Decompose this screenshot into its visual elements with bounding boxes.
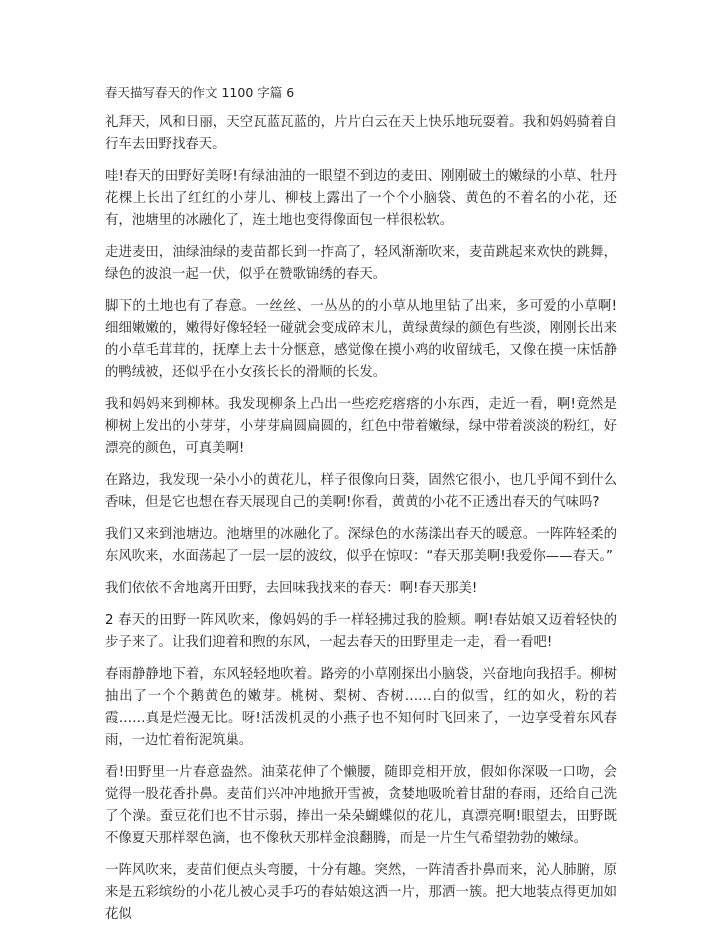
paragraph-1: 礼拜天，风和日丽，天空瓦蓝瓦蓝的，片片白云在天上快乐地玩耍着。我和妈妈骑着自行车去田野找春天。	[105, 115, 617, 152]
paragraph-6: 在路边，我发现一朵小小的黄花儿，样子很像向日葵，固然它很小，也几乎闻不到什么香味，但是它也想在春天展现自己的美啊!你看，黄黄的小花不正透出春天的气味吗?	[105, 473, 617, 510]
paragraph-5: 我和妈妈来到柳林。我发现柳条上凸出一些疙疙瘩瘩的小东西，走近一看，啊!竟然是柳树上发出的小芽芽，小芽芽扁圆扁圆的，红色中带着嫩绿，绿中带着淡淡的粉红，好漂亮的颜色，可真美啊!	[105, 397, 617, 456]
paragraph-9: 2 春天的田野一阵风吹来，像妈妈的手一样轻拂过我的脸颊。啊!春姑娘又迈着轻快的步子来了。让我们迎着和煦的东风，一起去春天的田野里走一走，看一看吧!	[105, 613, 617, 650]
paragraph-4: 脚下的土地也有了春意。一丝丝、一丛丛的的小草从地里钻了出来，多可爱的小草啊!细细嫩嫩的，嫩得好像轻轻一碰就会变成碎末儿，黄绿黄绿的颜色有些淡，刚刚长出来的小草毛茸茸的，抚摩上去十分惬意，感觉像在摸小鸡的收留绒毛，又像在摸一床恬静的鸭绒被，还似乎在小女孩长长的滑顺的长发。	[105, 299, 617, 380]
paragraph-3: 走进麦田，油绿油绿的麦苗都长到一拃高了，轻风渐渐吹来，麦苗跳起来欢快的跳舞，绿色的波浪一起一伏，似乎在赞歌锦绣的春天。	[105, 245, 617, 282]
paragraph-2: 哇!春天的田野好美呀!有绿油油的一眼望不到边的麦田、刚刚破土的嫩绿的小草、牡丹花棵上长出了红红的小芽儿、柳枝上露出了一个个小脑袋、黄色的不着名的小花，还有，池塘里的冰融化了，连土地也变得像面包一样很松软。	[105, 169, 617, 228]
document-title: 春天描写春天的作文 1100 字篇 6	[105, 85, 295, 100]
paragraph-8: 我们依依不舍地离开田野，去回味我找来的春天：啊!春天那美!	[105, 581, 478, 596]
paragraph-12: 一阵风吹来，麦苗们便点头弯腰，十分有趣。突然，一阵清香扑鼻而来，沁人肺腑，原来是五彩缤纷的小花儿被心灵手巧的春姑娘这洒一片，那洒一簇。把大地装点得更加如花似	[105, 863, 617, 922]
document-page	[105, 84, 617, 936]
paragraph-10: 春雨静静地下着，东风轻轻地吹着。路旁的小草刚探出小脑袋，兴奋地向我招手。柳树抽出了一个个鹅黄色的嫩芽。桃树、梨树、杏树……白的似雪，红的如火，粉的若霞……真是烂漫无比。呀!活泼机灵的小燕子也不知何时飞回来了，一边享受着东风春雨，一边忙着衔泥筑巢。	[105, 667, 617, 748]
paragraph-7: 我们又来到池塘边。池塘里的冰融化了。深绿色的水荡漾出春天的暖意。一阵阵轻柔的东风吹来，水面荡起了一层一层的波纹，似乎在惊叹：“春天那美啊!我爱你——春天。”	[105, 527, 617, 564]
paragraph-11: 看!田野里一片春意盎然。油菜花伸了个懒腰，随即竞相开放，假如你深吸一口吻，会觉得一股花香扑鼻。麦苗们兴冲冲地掀开雪被，贪婪地吸吮着甘甜的春雨，还给自己洗了个澡。蚕豆花们也不甘示弱，捧出一朵朵蝴蝶似的花儿，真漂亮啊!眼望去，田野既不像夏天那样翠色滴，也不像秋天那样金浪翻腾，而是一片生气希望勃勃的嫩绿。	[105, 765, 617, 846]
